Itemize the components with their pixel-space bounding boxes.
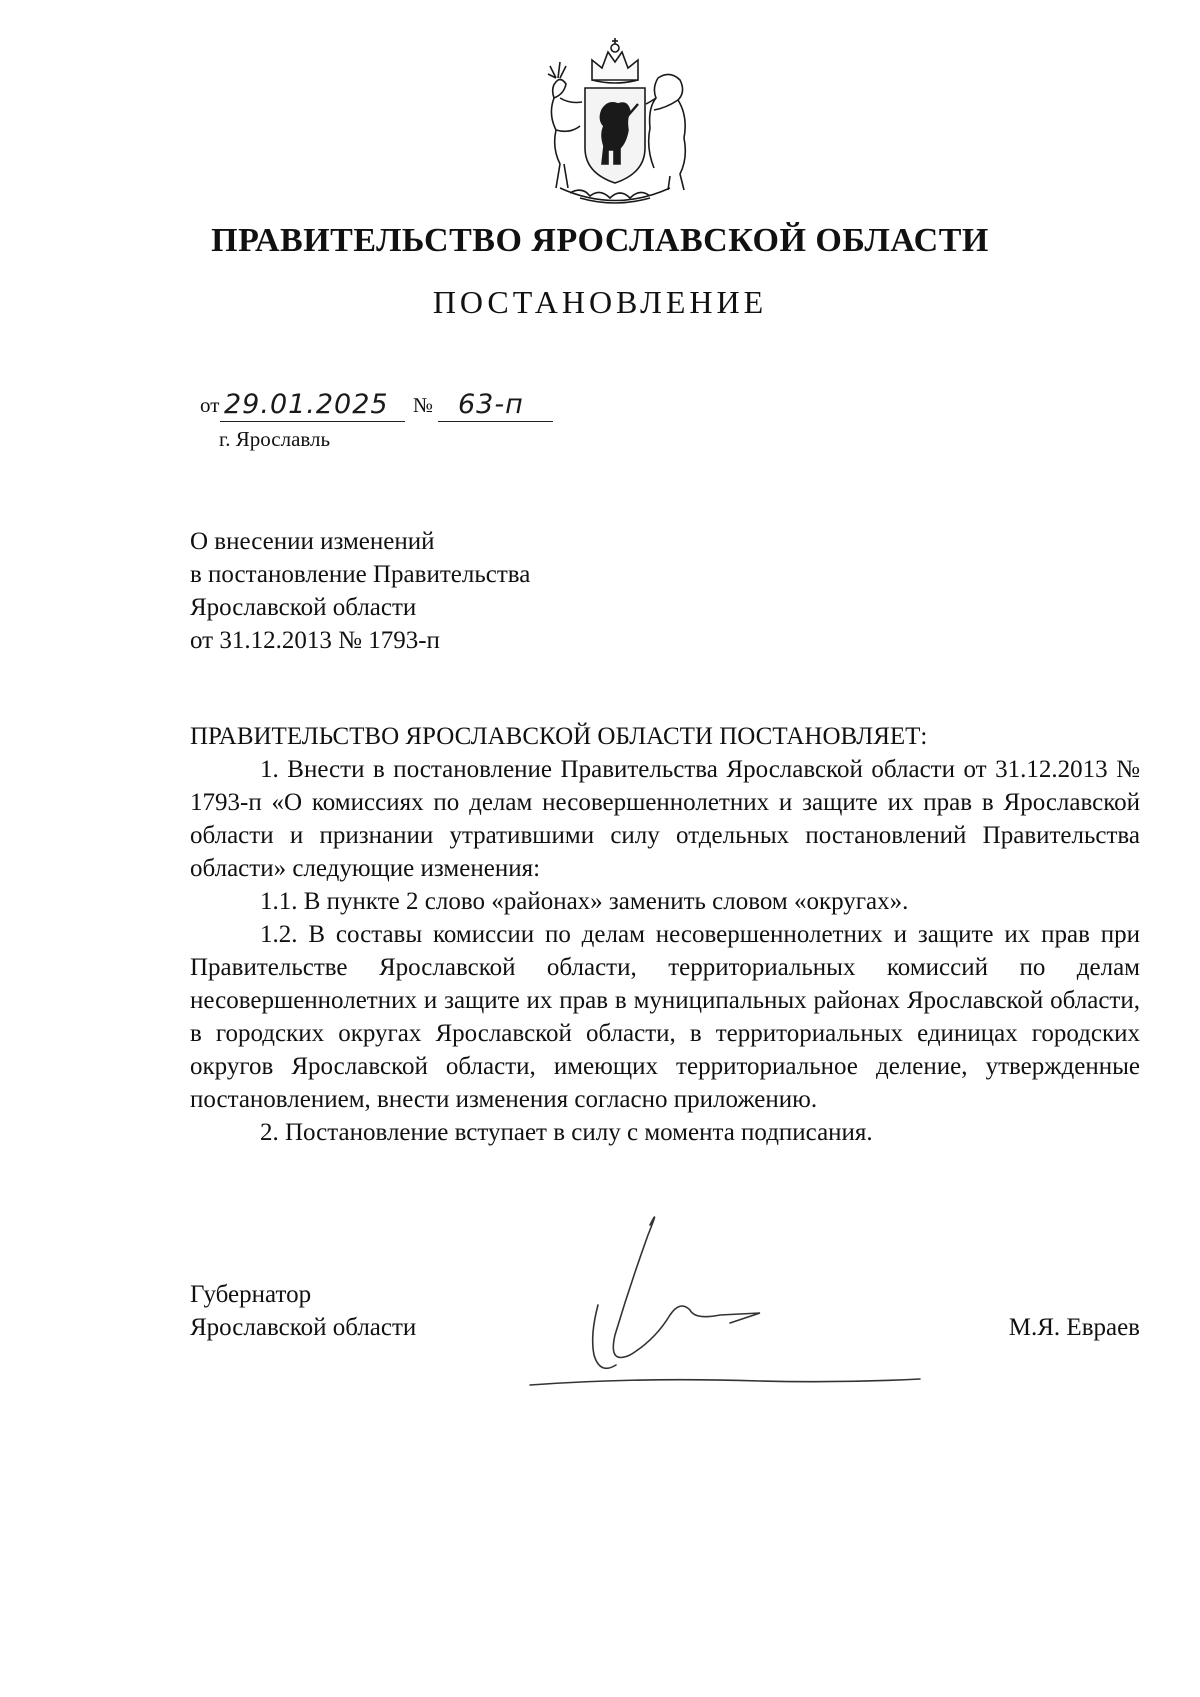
date-label: от — [200, 393, 220, 417]
subject-block — [190, 525, 530, 657]
number-field — [438, 389, 553, 422]
paragraph-2: 2. Постановление вступает в силу с момента подписания. — [260, 1119, 873, 1146]
date-value: 29.01.2025 — [224, 389, 389, 420]
subject-line: О внесении изменений — [190, 528, 435, 555]
document-type: ПОСТАНОВЛЕНИЕ — [432, 284, 768, 320]
paragraph-1-1: 1.1. В пункте 2 слово «районах» заменить словом «округах». — [260, 888, 909, 915]
position-line: Ярославской области — [190, 1314, 417, 1341]
paragraph-1-2: 1.2. В составы комиссии по делам несовершеннолетних и защите их прав при Правительстве Ярославской области, территориальных комиссий по делам несовершеннолетних и защите их прав в муниципальных районах Ярославской области, в городских округах Ярославской области, в территориальных единицах городских округов Ярославской области, имеющих территориальное деление, утвержденные постановлением, внести изменения согласно приложению. — [190, 921, 1140, 1113]
date-field — [220, 389, 405, 422]
yaroslavl-coat-of-arms-icon — [530, 38, 700, 210]
city: г. Ярославль — [219, 427, 331, 451]
subject-line: в постановление Правительства — [190, 561, 531, 588]
signer-position — [190, 1278, 416, 1344]
subject-line: от 31.12.2013 № 1793-п — [190, 627, 440, 654]
number-label: № — [413, 393, 434, 417]
decree-heading: ПРАВИТЕЛЬСТВО ЯРОСЛАВСКОЙ ОБЛАСТИ ПОСТАНОВЛЯЕТ: — [190, 723, 928, 750]
subject-line: Ярославской области — [190, 594, 417, 621]
paragraph-1: 1. Внести в постановление Правительства Ярославской области от 31.12.2013 № 1793-п «О комиссиях по делам несовершеннолетних и защите их прав в Ярославской области и признании утратившими силу отдельных постановлений Правительства области» следующие изменения: — [190, 756, 1140, 882]
registration-line — [200, 388, 580, 422]
position-line: Губернатор — [190, 1281, 312, 1308]
signer-name: М.Я. Евраев — [1008, 1314, 1140, 1341]
organization-title: ПРАВИТЕЛЬСТВО ЯРОСЛАВСКОЙ ОБЛАСТИ — [211, 222, 989, 259]
handwritten-signature-icon — [520, 1205, 930, 1395]
number-value: 63-п — [458, 389, 524, 420]
document-body — [190, 720, 1140, 1149]
